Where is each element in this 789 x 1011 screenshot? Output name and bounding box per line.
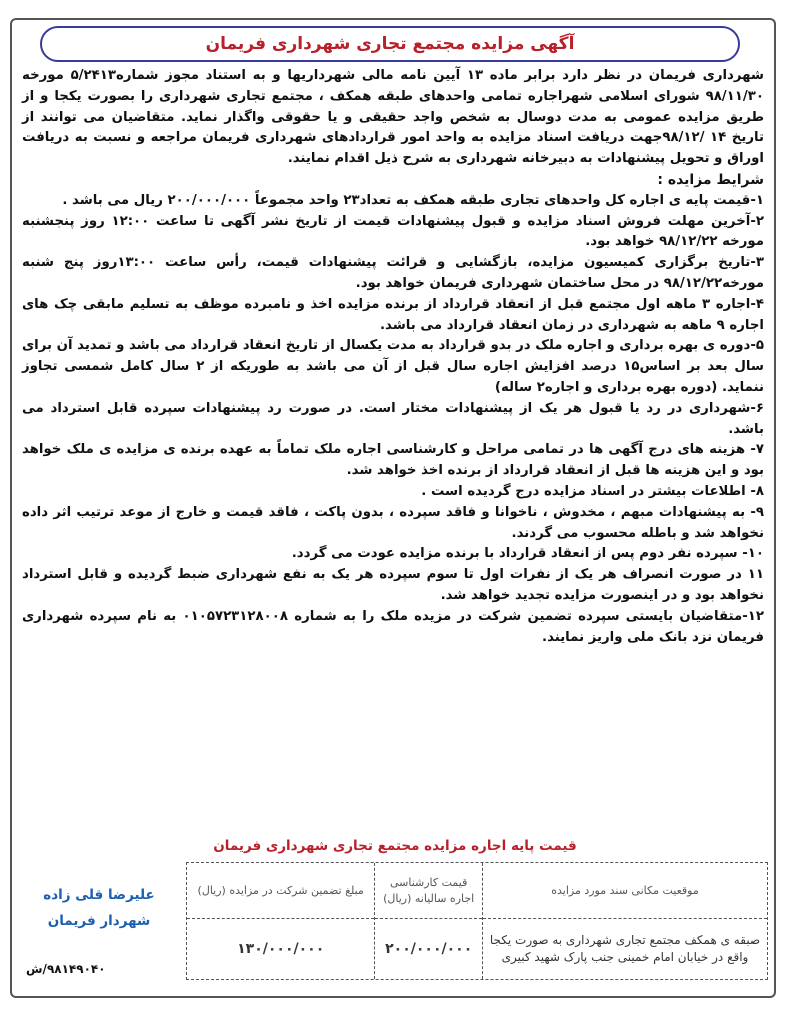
price-table xyxy=(186,862,768,980)
condition-item: ۴-اجاره ۳ ماهه اول مجتمع قبل از انعقاد قرارداد از برنده مزایده اخذ و نامبرده موظف به تسلیم مابقی چک های اجاره ۹ ماهه به شهرداری در زمان انعقاد قرارداد می باشد. xyxy=(22,296,765,333)
deposit-value: ۱۳۰/۰۰۰/۰۰۰ xyxy=(237,940,325,957)
location-header: موقعیت مکانی سند مورد مزایده xyxy=(483,863,767,919)
signatory-role: شهردار فریمان xyxy=(47,913,151,929)
condition-item: ۱۲-متقاضیان بایستی سپرده تضمین شرکت در مزیده ملک را به شماره ۰۱۰۵۷۲۳۱۲۸۰۰۸ به نام سپرده شهرداری فریمان نزد بانک ملی واریز نمایند. xyxy=(22,608,764,645)
condition-item: ۱۰- سپرده نفر دوم پس از انعقاد قرارداد با برنده مزایده عودت می گردد. xyxy=(291,546,764,562)
condition-item: ۳-تاریخ برگزاری کمیسیون مزایده، بازگشایی و قرائت پیشنهادات قیمت، رأس ساعت ۱۳:۰۰روز پنج شنبه مورخه۹۸/۱۲/۲۲ در محل ساختمان شهرداری فریمان خواهد بود. xyxy=(22,255,764,291)
signatory-name: علیرضا قلی زاده xyxy=(43,887,155,903)
title-banner xyxy=(40,26,740,62)
location-column xyxy=(482,863,767,979)
location-value: صبقه ی همکف مجتمع تجاری شهرداری به صورت یکجا واقع در خیابان امام خمینی جنب پارک شهید کبیری xyxy=(489,933,761,964)
condition-item: ۱۱ در صورت انصراف هر یک از نفرات اول تا سوم سپرده هر یک به نفع شهرداری ضبط گردیده و قابل استرداد نخواهد بود و در اینصورت مزایده تجدید خواهد شد. xyxy=(22,567,764,603)
signature-block xyxy=(24,882,174,934)
condition-item: ۲-آخرین مهلت فروش اسناد مزایده و قبول پیشنهادات قیمت از تاریخ نشر آگهی تا ساعت ۱۲:۰۰ روز پنجشنبه مورخه ۹۸/۱۲/۲۲ خواهد بود. xyxy=(22,213,764,250)
condition-item: ۱-قیمت پایه ی اجاره کل واحدهای تجاری طبقه همکف به تعداد۲۳ واحد مجموعاً ۲۰۰/۰۰۰/۰۰۰ ریال می باشد . xyxy=(62,192,764,208)
base-price-column xyxy=(374,863,482,979)
condition-item: ۹- به پیشنهادات مبهم ، مخدوش ، ناخوانا و فاقد سپرده ، بدون پاکت ، فاقد قیمت و خارج از موعد ترتیب اثر داده نخواهد شد و باطله محسوب می گردند. xyxy=(22,504,764,541)
condition-item: ۶-شهرداری در رد یا قبول هر یک از پیشنهادات مختار است. در صورت رد پیشنهادات سپرده قابل استرداد می باشد. xyxy=(22,400,764,437)
condition-item: ۵-دوره ی بهره برداری و اجاره ملک در بدو قرارداد به مدت یکسال از تاریخ انعقاد قرارداد می باشد و تمدید آن برای سال بعد بر اساس۱۵ درصد افزایش اجاره سال قبل از آن می باشد به طوریکه از ۲ سال کامل شمسی تجاوز ننماید. (دوره بهره برداری و اجاره۲ ساله) xyxy=(22,338,764,395)
base-price-value: ۲۰۰/۰۰۰/۰۰۰ xyxy=(385,940,473,957)
base-price-header: قیمت کارشناسی اجاره سالیانه (ریال) xyxy=(375,863,482,919)
notice-title: آگهی مزایده مجتمع تجاری شهرداری فریمان xyxy=(205,34,575,54)
notice-body xyxy=(22,66,764,648)
condition-item: ۸- اطلاعات بیشتر در اسناد مزایده درج گردیده است . xyxy=(421,483,764,499)
conditions-heading: شرایط مزایده : xyxy=(657,171,764,188)
ad-code: ۹۸۱۴۹۰۴۰/ش xyxy=(26,962,106,976)
intro-paragraph: شهرداری فریمان در نظر دارد برابر ماده ۱۳ آیین نامه مالی شهرداریها و به استناد مجوز شماره۵/۲۴۱۳ مورخه ۹۸/۱۱/۳۰ شورای اسلامی شهراجاره تمامی واحدهای طبقه همکف ، مجتمع تجاری شهرداری را بصورت یکجا و از طریق مزایده عمومی به مدت دوسال به شخص واجد حقیقی و یا حقوقی واگذار نماید. متقاضیان می توانند از تاریخ ۱۴ /۹۸/۱۲جهت دریافت اسناد مزایده به واحد امور قراردادهای شهرداری فریمان مراجعه و نسبت به دریافت اوراق و تحویل پیشنهادات به دبیرخانه شهرداری به شرح ذیل اقدام نمایند. xyxy=(22,68,764,167)
condition-item: ۷- هزینه های درج آگهی ها در تمامی مراحل و کارشناسی اجاره ملک تماماً به عهده برنده ی مزایده ی ملک خواهد بود و این هزینه ها قبل از انعقاد قرارداد از برنده اخذ خواهد شد. xyxy=(22,442,764,479)
deposit-column xyxy=(187,863,374,979)
table-title: قیمت پایه اجاره مزایده مجتمع تجاری شهرداری فریمان xyxy=(213,838,577,854)
deposit-header: مبلغ تضمین شرکت در مزایده (ریال) xyxy=(187,863,374,919)
